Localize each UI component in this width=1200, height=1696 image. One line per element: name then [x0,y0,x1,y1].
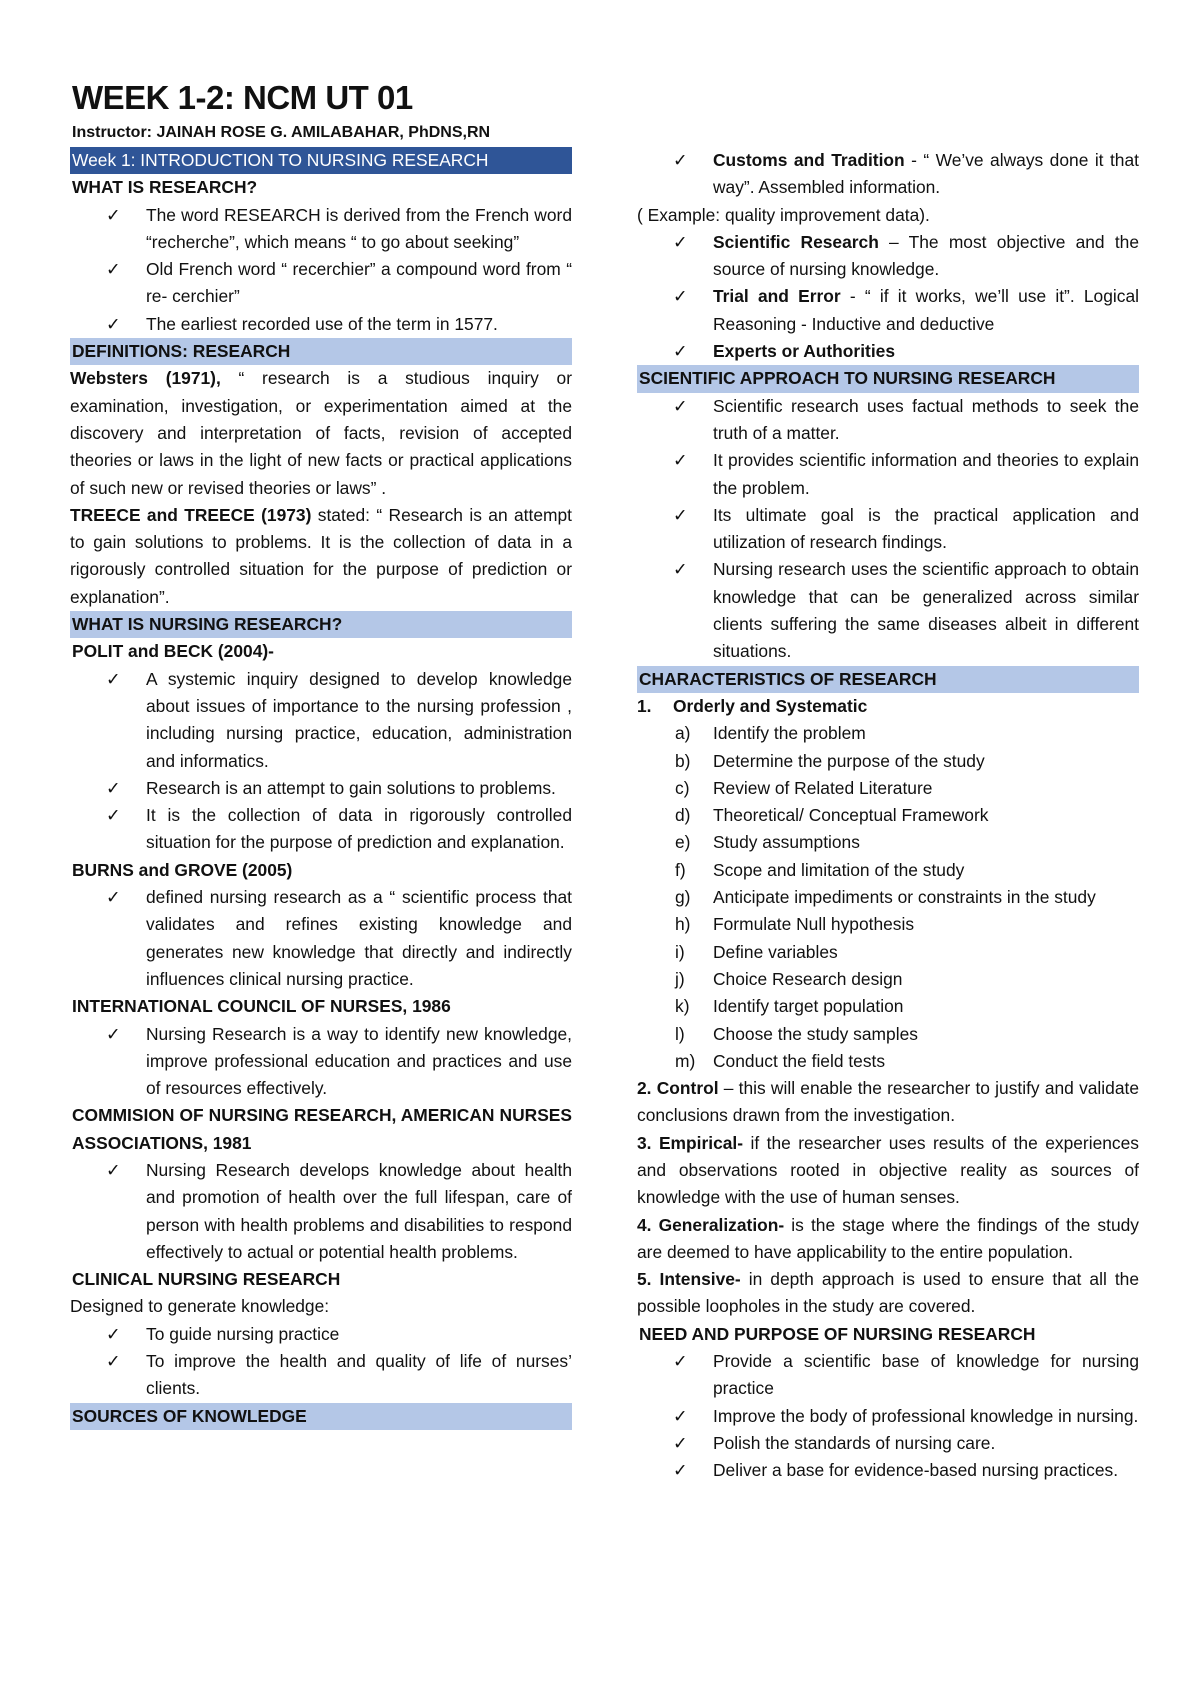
list-item: ✓ defined nursing research as a “ scientific process that validates and refines existing knowledge and generates new knowledge that directly and indirectly influences clinical nursing practice. [70,884,572,993]
source-text: - “ We’ve always done it that way”. Assembled information. [713,150,1139,198]
treece-text: stated: “ Research is an attempt to gain solutions to problems. It is the collection of data in a rigorously controlled situation for the purpose of prediction or explanation”. [70,504,572,607]
numbered-item [637,693,1139,720]
steps-list [637,720,1139,1075]
step-item [637,939,1139,966]
icn-heading: INTERNATIONAL COUNCIL OF NURSES, 1986 [72,996,451,1017]
step-item [637,748,1139,775]
step-marker: f) [675,859,686,880]
section-heading-need-purpose: NEED AND PURPOSE OF NURSING RESEARCH [639,1323,1036,1344]
step-text: Choose the study samples [713,1023,918,1044]
step-text: Determine the purpose of the study [713,750,985,771]
source-text: - “ if it works, we’ll use it”. Logical Reasoning - Inductive and deductive [713,286,1139,334]
step-text: Conduct the field tests [713,1050,886,1071]
source-title: Experts or Authorities [713,341,895,362]
step-marker: j) [675,968,685,989]
section-heading-scientific-approach: SCIENTIFIC APPROACH TO NURSING RESEARCH [637,365,1139,392]
step-marker: g) [675,887,691,908]
week-banner: Week 1: INTRODUCTION TO NURSING RESEARCH [70,147,572,174]
step-text: Identify the problem [713,723,866,744]
empirical-text: if the researcher uses results of the experiences and observations rooted in objective reality as sources of knowledge with the use of human senses. [637,1132,1139,1208]
step-marker: d) [675,805,691,826]
step-marker: c) [675,777,690,798]
list-item: ✓ Its ultimate goal is the practical application and utilization of research findings. [637,502,1139,557]
step-item [637,911,1139,938]
section-heading-characteristics: CHARACTERISTICS OF RESEARCH [637,666,1139,693]
intensive-paragraph [637,1266,1139,1321]
left-column [70,147,572,1430]
list-item: ✓ It is the collection of data in rigorously controlled situation for the purpose of prediction and explanation. [70,802,572,857]
webster-citation: Websters (1971), [70,368,221,389]
list-item: ✓ Nursing Research develops knowledge about health and promotion of health over the full lifespan, care of person with health problems and disabilities to respond effectively to actual or potential health problems. [70,1157,572,1266]
list-item: ✓ To guide nursing practice [70,1321,572,1348]
step-marker: k) [675,996,690,1017]
source-title: Scientific Research [713,231,879,252]
list-item: ✓ It provides scientific information and theories to explain the problem. [637,447,1139,502]
treece-citation: TREECE and TREECE (1973) [70,504,312,525]
intensive-text: in depth approach is used to ensure that all the possible loopholes in the study are covered. [637,1269,1139,1317]
step-marker: i) [675,941,685,962]
item-title: Orderly and Systematic [673,695,868,716]
step-item [637,775,1139,802]
burns-heading: BURNS and GROVE (2005) [72,859,293,880]
step-item [637,802,1139,829]
generalization-text: is the stage where the findings of the study are deemed to have applicability to the entire population. [637,1214,1139,1262]
instructor-line: Instructor: JAINAH ROSE G. AMILABAHAR, PhDNS,RN [72,124,491,141]
source-example: ( Example: quality improvement data). [637,204,930,225]
list-item: ✓ Improve the body of professional knowledge in nursing. [637,1403,1139,1430]
step-text: Formulate Null hypothesis [713,914,915,935]
right-column [637,147,1139,1485]
list-item: ✓ Research is an attempt to gain solutions to problems. [70,775,572,802]
step-marker: l) [675,1023,685,1044]
polit-heading: POLIT and BECK (2004)- [72,641,274,662]
check-icon: ✓ [673,231,688,252]
step-marker: m) [675,1050,696,1071]
check-icon: ✓ [673,286,688,307]
webster-text: “ research is a studious inquiry or examination, investigation, or experimentation aimed at the discovery and interpretation of facts, revision of accepted theories or laws in the light of new facts or practical applications of such new or revised theories or laws” . [70,368,572,498]
clinical-intro: Designed to generate knowledge: [70,1296,330,1317]
check-icon: ✓ [673,341,688,362]
control-paragraph [637,1075,1139,1130]
step-text: Theoretical/ Conceptual Framework [713,805,989,826]
webster-definition [70,365,572,501]
item-number: 1. [637,695,652,716]
step-item [637,884,1139,911]
list-item: ✓ Polish the standards of nursing care. [637,1430,1139,1457]
step-item [637,720,1139,747]
list-item [637,283,1139,338]
step-text: Anticipate impediments or constraints in the study [713,887,1096,908]
intensive-title: 5. Intensive- [637,1269,741,1290]
step-marker: e) [675,832,691,853]
list-item: ✓ Nursing research uses the scientific approach to obtain knowledge that can be generalized across similar clients suffering the same diseases albeit in different situations. [637,556,1139,665]
list-item: ✓ The word RESEARCH is derived from the French word “recherche”, which means “ to go about seeking” [70,202,572,257]
list-item: ✓ To improve the health and quality of life of nurses’ clients. [70,1348,572,1403]
step-item [637,829,1139,856]
step-text: Study assumptions [713,832,860,853]
step-item [637,857,1139,884]
page-title: WEEK 1-2: NCM UT 01 [72,79,413,116]
step-text: Review of Related Literature [713,777,933,798]
list-item: ✓ A systemic inquiry designed to develop knowledge about issues of importance to the nursing profession , including nursing practice, education, administration and informatics. [70,666,572,775]
list-item: ✓ The earliest recorded use of the term in 1577. [70,311,572,338]
list-item: ✓ Scientific research uses factual methods to seek the truth of a matter. [637,393,1139,448]
source-title: Trial and Error [713,286,841,307]
source-text: – The most objective and the source of nursing knowledge. [713,231,1139,280]
list-item [637,147,1139,202]
step-text: Scope and limitation of the study [713,859,965,880]
step-text: Choice Research design [713,968,903,989]
generalization-paragraph [637,1212,1139,1267]
step-item [637,1021,1139,1048]
control-title: 2. Control [637,1078,719,1099]
step-text: Identify target population [713,996,904,1017]
step-item [637,966,1139,993]
list-item: ✓ Nursing Research is a way to identify new knowledge, improve professional education and practices and use of resources effectively. [70,1021,572,1103]
section-heading-definitions: DEFINITIONS: RESEARCH [70,338,572,365]
source-title: Customs and Tradition [713,150,905,170]
step-marker: a) [675,723,691,744]
generalization-title: 4. Generalization- [637,1214,785,1235]
section-heading-what-is-nursing-research: WHAT IS NURSING RESEARCH? [70,611,572,638]
step-item [637,993,1139,1020]
list-item [637,338,1139,365]
check-icon: ✓ [673,150,688,170]
list-item: ✓ Provide a scientific base of knowledge for nursing practice [637,1348,1139,1403]
empirical-paragraph [637,1130,1139,1212]
clinical-heading: CLINICAL NURSING RESEARCH [72,1269,341,1290]
step-item [637,1048,1139,1075]
step-marker: b) [675,750,691,771]
ana-heading: COMMISION OF NURSING RESEARCH, AMERICAN NURSES ASSOCIATIONS, 1981 [72,1105,572,1153]
list-item: ✓ Deliver a base for evidence-based nursing practices. [637,1457,1139,1484]
empirical-title: 3. Empirical- [637,1132,744,1153]
list-item: ✓ Old French word “ recerchier” a compound word from “ re- cerchier” [70,256,572,311]
step-text: Define variables [713,941,838,962]
list-item [637,229,1139,284]
treece-definition [70,502,572,611]
control-text: – this will enable the researcher to justify and validate conclusions drawn from the investigation. [637,1078,1140,1126]
section-heading-what-is-research: WHAT IS RESEARCH? [72,177,258,198]
section-heading-sources: SOURCES OF KNOWLEDGE [70,1403,572,1430]
step-marker: h) [675,914,691,935]
